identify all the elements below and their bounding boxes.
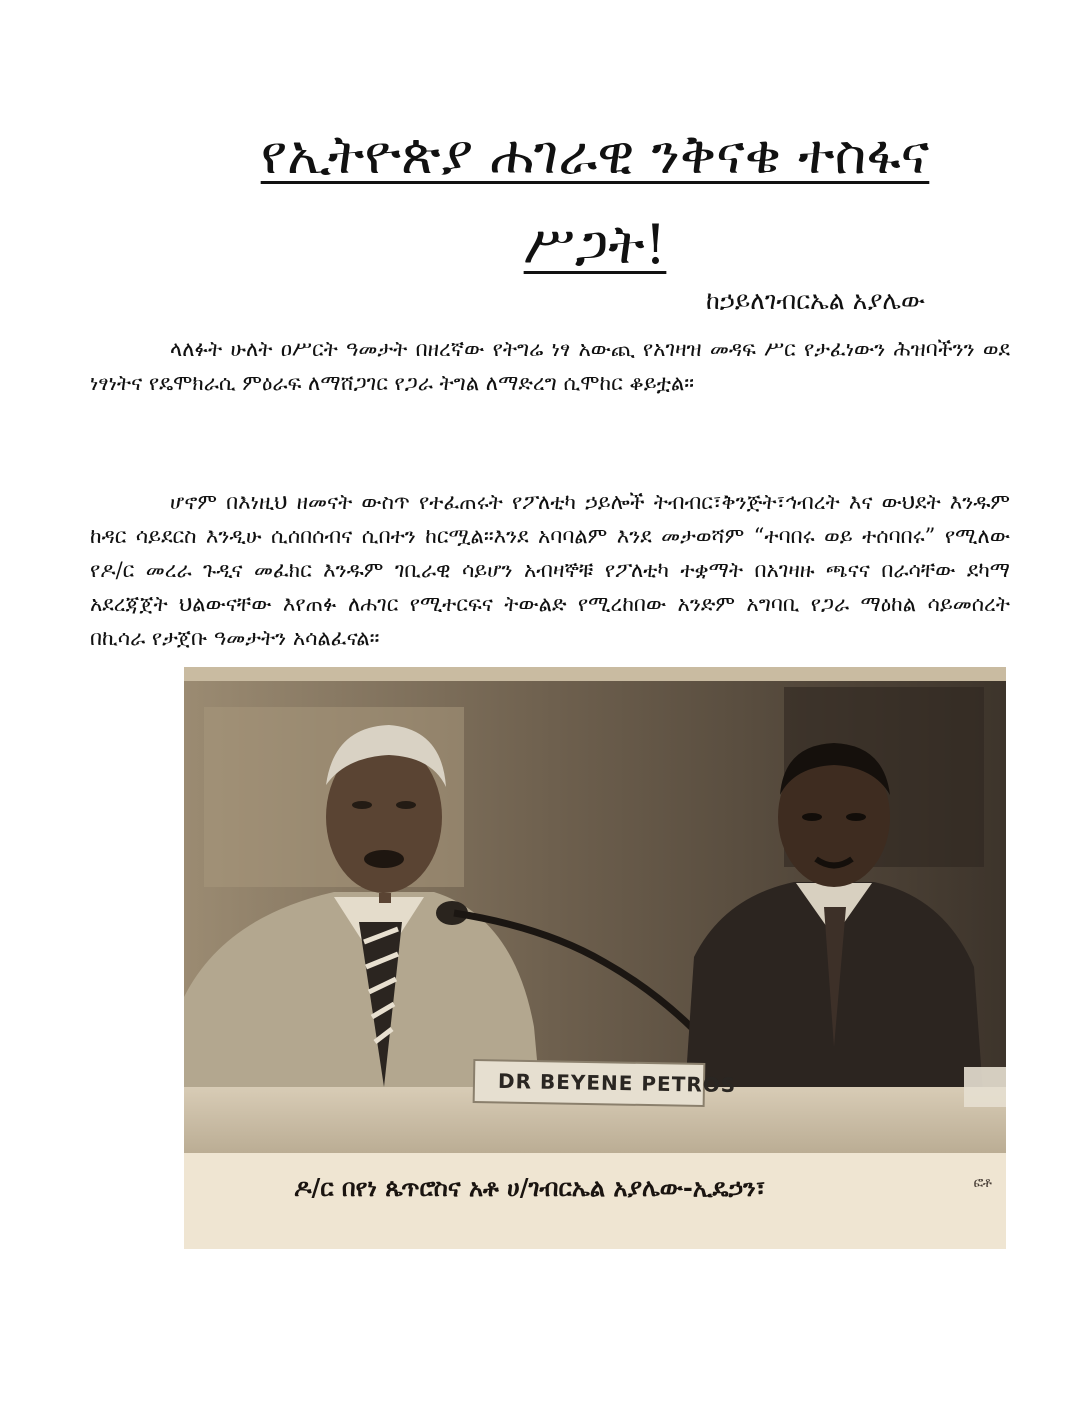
article-title-line-1: የኢትዮጵያ ሐገራዊ ንቅናቄ ተስፋና bbox=[260, 123, 930, 186]
nameplate-text: DR BEYENE PETROS bbox=[497, 1068, 737, 1098]
photo-corner-mark: ፎቶ bbox=[973, 1175, 992, 1191]
paragraph: ሆኖም በእነዚህ ዘመናት ውስጥ የተፈጠሩት የፖለቲካ ኃይሎች ትብብር፣ቅንጅት፣ኅብረት እና ውህደት እንዱም ከዳር ሳይደርስ እንዲሁ ሲሰበሰብና ሲበተን ከርሟል።እንደ አባባልም እንደ መታወሻም “ተባበሩ ወይ ተሰባበሩ” የሚለው የዶ/ር መረራ ጉዲና መፈክር እንዱም ገቢራዊ ሳይሆን አብዛኞቹ የፖለቲካ ተቋማት በአገዛዙ ጫናና በራሳቸው ደካማ አደረጃጀት ህልውናቸው እየጠፉ ለሐገር የሚተርፍና ትውልድ የሚረከበው አንድም አግባቢ የጋራ ማዕከል ሳይመሰረት በኪሳራ የታጀቡ ዓመታትን አሳልፈናል። bbox=[90, 490, 1010, 650]
article-title-line-2: ሥጋት! bbox=[523, 213, 667, 276]
photo-caption: ዶ/ር በየነ ጴጥሮስና አቶ ሀ/ገብርኤል አያሌው-ኢዴኃን፣ bbox=[294, 1173, 766, 1202]
paragraph: ላለፉት ሁለት ዐሥርት ዓመታት በዘረኛው የትግሬ ነፃ አውጪ የአገዛዝ መዳፍ ሥር የታፈነውን ሕዝባችንን ወደ ነፃነትና የዴሞክራሲ ምዕራፍ ለማሸጋገር የጋራ ትግል ለማድረግ ሲሞከር ቆይቷል። bbox=[90, 337, 1010, 395]
byline: ከኃይለገብርኤል አያሌው bbox=[706, 286, 925, 315]
photo-caption-band bbox=[184, 1153, 1006, 1249]
news-photo bbox=[184, 667, 1006, 1249]
